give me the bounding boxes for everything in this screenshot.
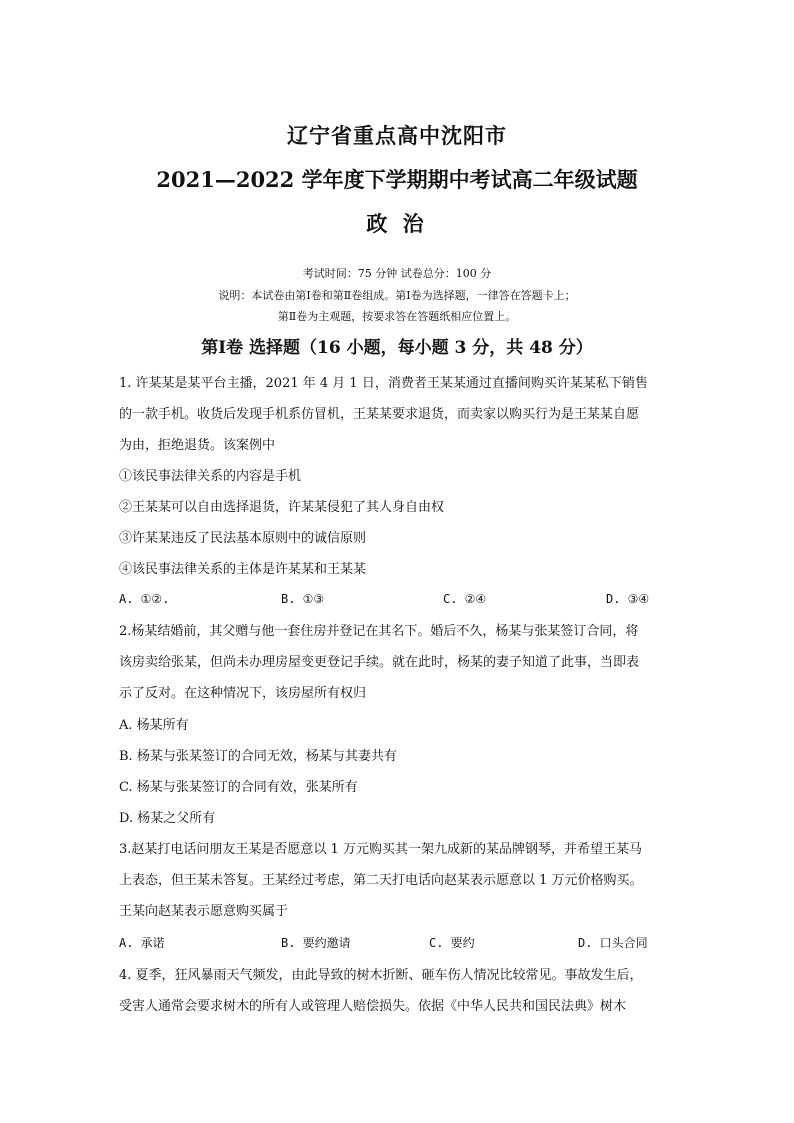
q2-stem-line: 示了反对。在这种情况下，该房屋所有权归 [119,686,367,701]
q3-stem-line: 上表态，但王某未答复。王某经过考虑，第二天打电话向赵某表示愿意以 1 万元价格购买。 [119,873,643,888]
q4-stem-line: 受害人通常会要求树木的所有人或管理人赔偿损失。依据《中华人民共和国民法典》树木 [119,999,627,1014]
q3-options [119,934,679,954]
q1-option-b: B. ①③ [281,592,325,606]
q1-option-a: A. ①②. [119,592,170,606]
q2-stem-line: 2.杨某结婚前，其父赠与他一套住房并登记在其名下。婚后不久，杨某与张某签订合同，将 [119,624,639,639]
school-title: 辽宁省重点高中沈阳市 [287,123,507,148]
q2-option-a: A. 杨某所有 [119,718,189,733]
instruction-line-1: 说明：本试卷由第Ⅰ卷和第Ⅱ卷组成。第Ⅰ卷为选择题，一律答在答题卡上； [218,289,576,302]
q2-option-b: B. 杨某与张某签订的合同无效，杨某与其妻共有 [119,749,397,764]
q3-option-c: C. 要约 [429,936,475,950]
q3-stem-line: 3.赵某打电话问朋友王某是否愿意以 1 万元购买其一架九成新的某品牌钢琴，并希望王某马 [119,842,642,857]
q3-option-d: D. 口头合同 [578,936,648,950]
q2-option-d: D. 杨某之父所有 [119,811,216,826]
q2-option-c: C. 杨某与张某签订的合同有效，张某所有 [119,780,358,795]
q2-stem-line: 该房卖给张某，但尚未办理房屋变更登记手续。就在此时，杨某的妻子知道了此事，当即表 [119,655,640,670]
exam-time-line: 考试时间：75 分钟 试卷总分：100 分 [302,267,492,280]
q1-item: ①该民事法律关系的内容是手机 [119,469,302,484]
exam-title: 2021—2022 学年度下学期期中考试高二年级试题 [156,167,638,192]
q3-option-a: A. 承诺 [119,936,165,950]
section-1-title: 第Ⅰ卷 选择题（16 小题，每小题 3 分，共 48 分） [201,338,593,358]
q1-item: ④该民事法律关系的主体是许某某和王某某 [119,562,367,577]
q4-stem-line: 4. 夏季，狂风暴雨天气频发，由此导致的树木折断、砸车伤人情况比较常见。事故发生后， [119,968,643,983]
q1-item: ②王某某可以自由选择退货，许某某侵犯了其人身自由权 [119,500,445,515]
q3-stem-line: 王某向赵某表示愿意购买属于 [119,904,289,919]
q3-option-b: B. 要约邀请 [281,936,351,950]
instruction-line-2: 第Ⅱ卷为主观题，按要求答在答题纸相应位置上。 [277,310,517,323]
q1-option-d: D. ③④ [606,592,650,606]
q1-stem-line: 为由，拒绝退货。该案例中 [119,438,276,453]
subject-title: 政 治 [366,211,428,236]
q1-stem-line: 的一款手机。收货后发现手机系仿冒机，王某某要求退货，而卖家以购买行为是王某某自愿 [119,407,640,422]
q1-item: ③许某某违反了民法基本原则中的诚信原则 [119,531,367,546]
q1-option-c: C. ②④ [443,592,487,606]
q1-stem-line: 1. 许某某是某平台主播，2021 年 4 月 1 日，消费者王某某通过直播间购买许某某私下销售 [119,376,648,391]
q1-options [119,592,679,612]
